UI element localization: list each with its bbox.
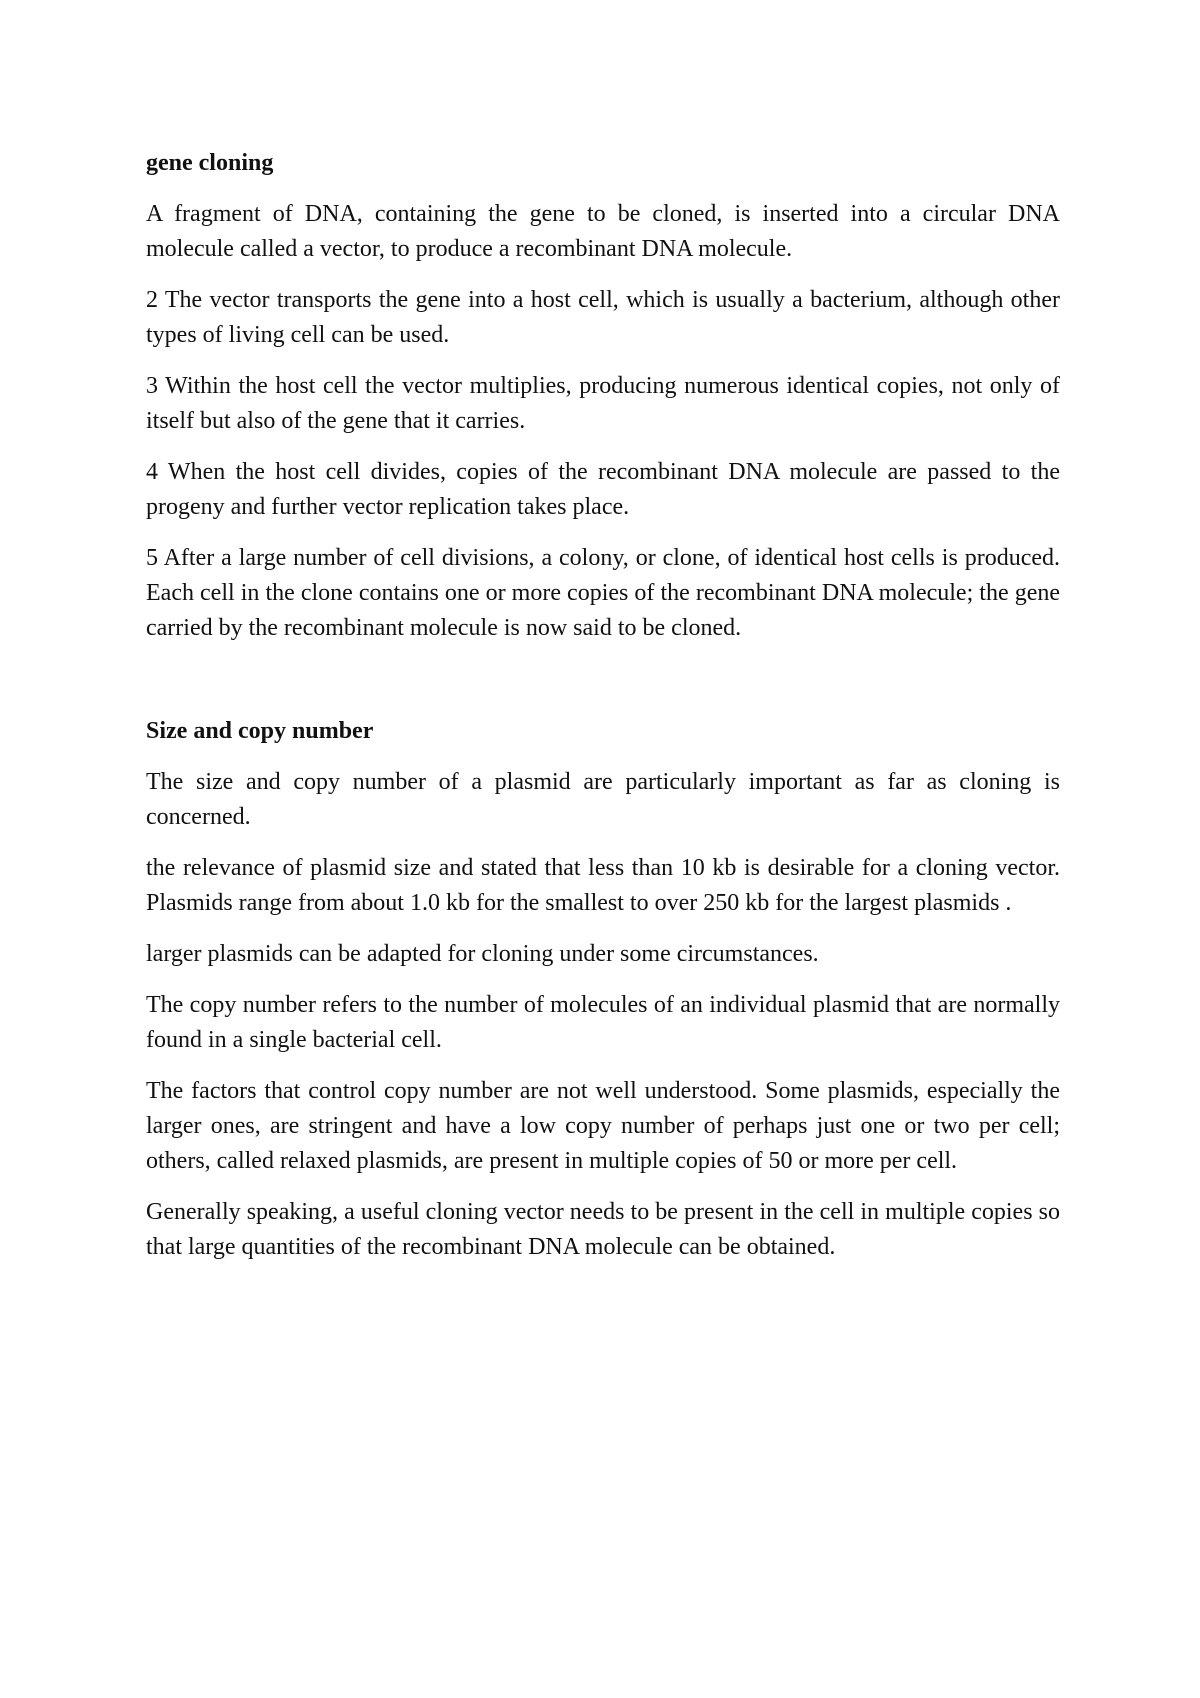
paragraph: A fragment of DNA, containing the gene to be cloned, is inserted into a circular DNA molecule called a vector, to produce a recombinant DNA molecule. <box>146 201 1060 262</box>
paragraph: the relevance of plasmid size and stated that less than 10 kb is desirable for a cloning vector. Plasmids range from about 1.0 kb for the smallest to over 250 kb for the largest plasmids . <box>146 855 1060 916</box>
paragraph: The copy number refers to the number of molecules of an individual plasmid that are normally found in a single bacterial cell. <box>146 992 1060 1053</box>
paragraph: The size and copy number of a plasmid are particularly important as far as cloning is concerned. <box>146 769 1060 830</box>
paragraph: 5 After a large number of cell divisions, a colony, or clone, of identical host cells is produced. Each cell in the clone contains one or more copies of the recombinant DNA molecule; the gene carried by the recombinant molecule is now said to be cloned. <box>146 545 1060 641</box>
paragraph: The factors that control copy number are not well understood. Some plasmids, especially the larger ones, are stringent and have a low copy number of perhaps just one or two per cell; others, called relaxed plasmids, are present in multiple copies of 50 or more per cell. <box>146 1078 1060 1174</box>
section-gene-cloning <box>146 146 1060 646</box>
section-size-and-copy-number <box>146 714 1060 1265</box>
section-heading: Size and copy number <box>146 718 374 744</box>
paragraph: 4 When the host cell divides, copies of the recombinant DNA molecule are passed to the progeny and further vector replication takes place. <box>146 459 1060 520</box>
paragraph: Generally speaking, a useful cloning vector needs to be present in the cell in multiple copies so that large quantities of the recombinant DNA molecule can be obtained. <box>146 1199 1060 1260</box>
paragraph: 3 Within the host cell the vector multiplies, producing numerous identical copies, not only of itself but also of the gene that it carries. <box>146 373 1060 434</box>
document-body <box>146 146 1060 1281</box>
paragraph: larger plasmids can be adapted for cloning under some circumstances. <box>146 941 819 967</box>
paragraph: 2 The vector transports the gene into a host cell, which is usually a bacterium, although other types of living cell can be used. <box>146 287 1060 348</box>
section-spacer <box>146 662 1060 714</box>
section-heading: gene cloning <box>146 150 274 176</box>
